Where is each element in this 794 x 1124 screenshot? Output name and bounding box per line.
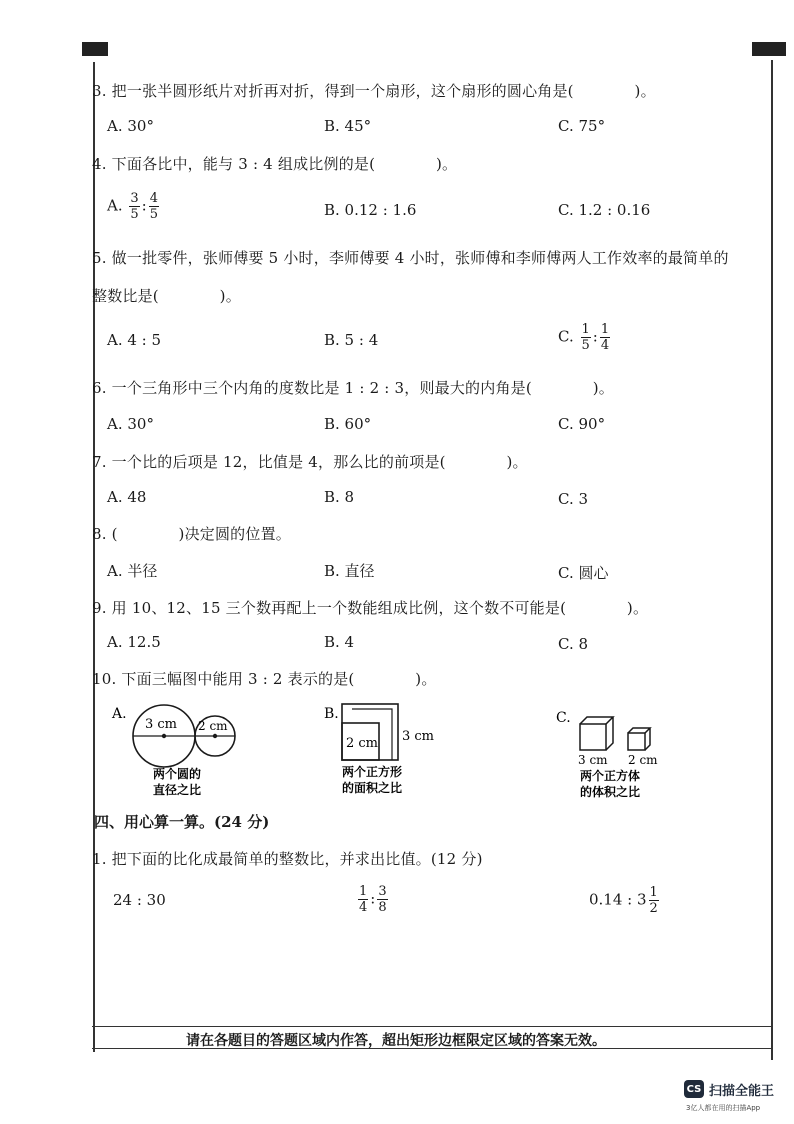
expression-3-prefix: 0.14 : 3	[589, 890, 647, 909]
q5-option-a: A. 4 : 5	[107, 331, 162, 349]
figure-c-cubes	[554, 706, 684, 802]
expression-3	[589, 886, 661, 915]
figure-c-caption-1: 两个正方体	[580, 769, 641, 783]
figure-c-small-cube	[628, 728, 650, 750]
q5-c-fraction-1: $\frac{1}{5}$	[581, 322, 590, 353]
q5-option-c: C. $\frac{1}{5}$ : $\frac{1}{4}$	[558, 322, 610, 353]
figure-c-large-label: 3 cm	[578, 753, 608, 767]
q4-a-prefix: A.	[107, 196, 123, 215]
answer-frame-bottom	[92, 1026, 772, 1027]
figure-b-large-square	[342, 704, 398, 760]
q8-option-c: C. 圆心	[558, 564, 609, 582]
q3-option-c: C. 75°	[558, 117, 606, 135]
figure-a-small-center	[213, 734, 217, 738]
figure-b-small-label: 2 cm	[346, 736, 379, 751]
question-4: 4. 下面各比中，能与 3 : 4 组成比例的是( )。	[92, 155, 458, 173]
figure-b-caption-1: 两个正方形	[342, 765, 403, 779]
figure-b-large-square-shadow	[352, 709, 392, 760]
section-4-question-1: 1. 把下面的比化成最简单的整数比，并求出比值。(12 分)	[92, 850, 483, 868]
q5-c-prefix: C.	[558, 327, 574, 346]
question-7: 7. 一个比的后项是 12，比值是 4，那么比的前项是( )。	[92, 453, 528, 471]
expression-3-fraction: $\frac{1}{2}$	[649, 885, 658, 916]
q9-option-c: C. 8	[558, 635, 589, 653]
figure-c-caption-2: 的体积之比	[580, 785, 641, 799]
camscanner-logo: CS	[684, 1080, 704, 1098]
corner-marker-left	[82, 42, 108, 56]
expression-2: $\frac{1}{4}$ : $\frac{3}{8}$	[359, 884, 387, 915]
question-5-line-2: 整数比是( )。	[92, 287, 241, 305]
answer-area-notice: 请在各题目的答题区域内作答，超出矩形边框限定区域的答案无效。	[186, 1033, 606, 1049]
question-5-line-1: 5. 做一批零件，张师傅要 5 小时，李师傅要 4 小时，张师傅和李师傅两人工作效率的最简单的	[92, 249, 729, 267]
q4-a-fraction-1: $\frac{3}{5}$	[130, 191, 139, 222]
figure-a-small-label: 2 cm	[198, 719, 228, 733]
question-6: 6. 一个三角形中三个内角的度数比是 1 : 2 : 3，则最大的内角是( )。	[92, 379, 614, 397]
question-9: 9. 用 10、12、15 三个数再配上一个数能组成比例，这个数不可能是( )。	[92, 599, 649, 617]
figure-a-caption-1: 两个圆的	[153, 767, 202, 781]
q6-option-b: B. 60°	[324, 415, 372, 433]
figure-a-large-center	[162, 734, 166, 738]
q4-a-fraction-2: $\frac{4}{5}$	[149, 191, 159, 222]
q7-option-c: C. 3	[558, 490, 589, 508]
q7-option-a: A. 48	[107, 488, 147, 506]
q7-option-b: B. 8	[324, 488, 355, 506]
figure-a-large-label: 3 cm	[145, 717, 178, 732]
figure-b-label: B.	[324, 706, 339, 722]
figure-c-small-label: 2 cm	[628, 753, 658, 767]
expression-1: 24 : 30	[113, 891, 166, 909]
q8-option-b: B. 直径	[324, 562, 375, 580]
corner-marker-right	[752, 42, 786, 56]
figure-a-label: A.	[112, 706, 127, 722]
q4-option-c: C. 1.2 : 0.16	[558, 201, 651, 219]
figure-b-caption-2: 的面积之比	[342, 781, 403, 795]
figure-a-caption-2: 直径之比	[153, 783, 202, 797]
q9-option-a: A. 12.5	[107, 633, 161, 651]
camscanner-name: 扫描全能王	[709, 1084, 775, 1099]
q6-option-c: C. 90°	[558, 415, 606, 433]
q9-option-b: B. 4	[324, 633, 355, 651]
camscanner-tagline: 3亿人都在用的扫描App	[686, 1104, 761, 1112]
figure-a-circles	[110, 700, 250, 800]
figure-c-label: C.	[556, 710, 571, 726]
figure-b-large-label: 3 cm	[402, 729, 435, 744]
figure-b-squares	[322, 700, 452, 800]
question-10: 10. 下面三幅图中能用 3 : 2 表示的是( )。	[92, 670, 437, 688]
expression-2-fraction-2: $\frac{3}{8}$	[378, 884, 387, 915]
q5-c-fraction-2: $\frac{1}{4}$	[600, 322, 610, 353]
q4-option-b: B. 0.12 : 1.6	[324, 201, 417, 219]
q3-option-a: A. 30°	[107, 117, 154, 135]
figure-c-large-cube	[580, 717, 613, 750]
answer-frame-right	[771, 60, 773, 1060]
answer-frame-left	[93, 62, 95, 1052]
q8-option-a: A. 半径	[107, 562, 158, 580]
question-8: 8. ( )决定圆的位置。	[92, 525, 291, 543]
expression-2-fraction-1: $\frac{1}{4}$	[359, 884, 368, 915]
q5-option-b: B. 5 : 4	[324, 331, 379, 349]
question-3: 3. 把一张半圆形纸片对折再对折，得到一个扇形，这个扇形的圆心角是( )。	[92, 82, 656, 100]
q4-option-a: A. $\frac{3}{5}$ : $\frac{4}{5}$	[107, 191, 159, 222]
section-4-title: 四、用心算一算。(24 分)	[94, 813, 270, 831]
q3-option-b: B. 45°	[324, 117, 372, 135]
q6-option-a: A. 30°	[107, 415, 154, 433]
